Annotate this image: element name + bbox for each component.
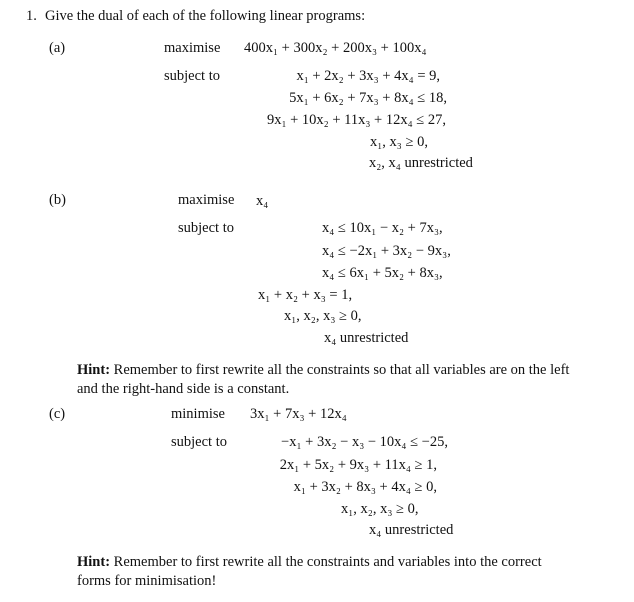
part-c-hint <box>77 553 577 591</box>
part-b-unrestricted: x₄ unrestricted <box>324 330 409 346</box>
hint-label: Hint: <box>77 554 111 570</box>
part-b-constraint-1: x₄ ≤ 10x₁ − x₂ + 7x₃, <box>322 220 443 236</box>
part-a-label: (a) <box>49 40 66 56</box>
part-c-objective: 3x₁ + 7x₃ + 12x₄ <box>250 406 347 422</box>
part-a-objective: 400x₁ + 300x₂ + 200x₃ + 100x₄ <box>244 40 427 56</box>
part-c-nonneg: x₁, x₂, x₃ ≥ 0, <box>341 501 419 517</box>
part-c-constraint-2: 2x₁ + 5x₂ + 9x₃ + 11x₄ ≥ 1, <box>279 457 437 473</box>
part-a-constraint-3: 9x₁ + 10x₂ + 11x₃ + 12x₄ ≤ 27, <box>266 112 446 128</box>
part-b-constraint-4: x₁ + x₂ + x₃ = 1, <box>258 287 353 303</box>
part-c-objective-keyword: minimise <box>171 406 225 422</box>
part-b-label: (b) <box>49 192 66 208</box>
part-b-objective-keyword: maximise <box>178 192 235 208</box>
part-a-objective-keyword: maximise <box>164 40 221 56</box>
part-b-constraint-2: x₄ ≤ −2x₁ + 3x₂ − 9x₃, <box>322 243 451 259</box>
question-text: Give the dual of each of the following linear programs: <box>45 8 366 24</box>
question-number: 1. <box>26 8 37 24</box>
part-c-subject-to: subject to <box>171 434 227 450</box>
part-a-unrestricted: x₂, x₄ unrestricted <box>369 155 473 171</box>
part-a-constraint-2: 5x₁ + 6x₂ + 7x₃ + 8x₄ ≤ 18, <box>289 90 447 106</box>
part-c-constraint-1: −x₁ + 3x₂ − x₃ − 10x₄ ≤ −25, <box>281 434 448 450</box>
hint-label: Hint: <box>77 362 111 378</box>
hint-text: Remember to first rewrite all the constraints and variables into the correct forms for minimisation! <box>77 554 542 589</box>
part-c-constraint-3: x₁ + 3x₂ + 8x₃ + 4x₄ ≥ 0, <box>293 479 437 495</box>
part-b-subject-to: subject to <box>178 220 234 236</box>
part-a-constraint-1: x₁ + 2x₂ + 3x₃ + 4x₄ = 9, <box>296 68 440 84</box>
part-c-unrestricted: x₄ unrestricted <box>369 522 454 538</box>
part-b-objective: x₄ <box>256 193 269 209</box>
part-b-hint <box>77 361 577 399</box>
part-c-label: (c) <box>49 406 66 422</box>
part-a-subject-to: subject to <box>164 68 220 84</box>
part-b-nonneg: x₁, x₂, x₃ ≥ 0, <box>284 308 362 324</box>
part-a-nonneg: x₁, x₃ ≥ 0, <box>370 134 428 150</box>
hint-text: Remember to first rewrite all the constraints so that all variables are on the left and the right-hand side is a constant. <box>77 362 570 397</box>
part-b-constraint-3: x₄ ≤ 6x₁ + 5x₂ + 8x₃, <box>322 265 443 281</box>
